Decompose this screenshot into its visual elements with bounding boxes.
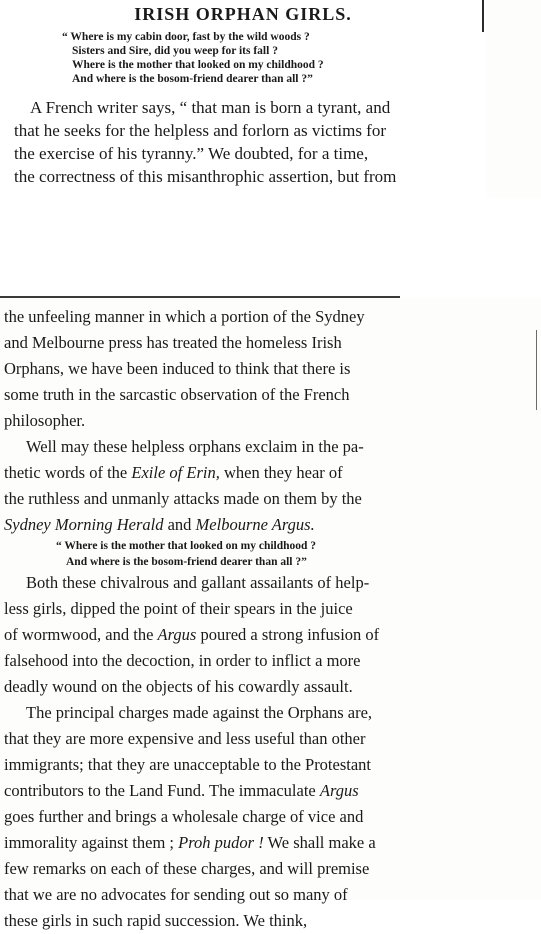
text-line: falsehood into the decoction, in order to inflict a more [4, 651, 361, 670]
text-line: the unfeeling manner in which a portion of the Sydney [4, 307, 365, 326]
text-line: that he seeks for the helpless and forlorn as victims for [14, 121, 387, 140]
text-run: poured a strong infusion of [196, 625, 380, 644]
article-title: IRISH ORPHAN GIRLS. [134, 4, 352, 24]
text-run: of wormwood, and the [4, 625, 158, 644]
clipping-rule [0, 296, 400, 298]
verse-line: Sisters and Sire, did you weep for its fall ? [72, 45, 278, 57]
text-line: that they are more expensive and less useful than other [4, 729, 366, 748]
text-run: and [163, 515, 196, 534]
text-line: these girls in such rapid succession. We think, [4, 911, 308, 930]
quote-line: And where is the bosom-friend dearer than all ?” [66, 556, 307, 568]
text-line [4, 830, 474, 856]
text-line: that we are no advocates for sending out so many of [4, 885, 348, 904]
text-run: immorality against them ; [4, 833, 179, 852]
italic-title: Melbourne Argus. [195, 515, 315, 534]
text-line: Well may these helpless orphans exclaim in the pa- [26, 437, 364, 456]
verse-line: And where is the bosom-friend dearer than all ?” [72, 73, 313, 85]
italic-title: Argus [319, 781, 359, 800]
epigraph-verse [62, 30, 492, 86]
text-line: philosopher. [4, 411, 86, 430]
italic-title: Exile of Erin, [131, 463, 220, 482]
text-line [4, 512, 474, 538]
text-run: thetic words of the [4, 463, 132, 482]
text-line: the correctness of this misanthrophic assertion, but from [14, 167, 397, 186]
text-line: less girls, dipped the point of their spears in the juice [4, 599, 353, 618]
text-line [4, 460, 474, 486]
text-line: Both these chivalrous and gallant assailants of help- [26, 573, 370, 592]
text-line: the exercise of his tyranny.” We doubted, for a time, [14, 144, 369, 163]
text-line [4, 622, 474, 648]
blank-gap [0, 198, 541, 298]
italic-title: Argus [157, 625, 197, 644]
text-line: and Melbourne press has treated the homeless Irish [4, 333, 342, 352]
italic-title: Sydney Morning Herald [4, 515, 164, 534]
text-run: contributors to the Land Fund. The immaculate [4, 781, 320, 800]
verse-line: “ Where is my cabin door, fast by the wild woods ? [62, 31, 310, 43]
text-run: when they hear of [219, 463, 343, 482]
text-line: the ruthless and unmanly attacks made on them by the [4, 489, 362, 508]
italic-phrase: Proh pudor ! [178, 833, 264, 852]
text-line: The principal charges made against the Orphans are, [26, 703, 373, 722]
text-line: immigrants; that they are unacceptable to the Protestant [4, 755, 372, 774]
text-run: We shall make a [263, 833, 376, 852]
text-line: A French writer says, “ that man is born a tyrant, and [30, 98, 391, 117]
text-line: goes further and brings a wholesale charge of vice and [4, 807, 364, 826]
text-line: Orphans, we have been induced to think that there is [4, 359, 351, 378]
text-line: few remarks on each of these charges, and will premise [4, 859, 370, 878]
text-line: some truth in the sarcastic observation of the French [4, 385, 350, 404]
opening-paragraph [14, 96, 486, 188]
text-line [4, 778, 474, 804]
top-clipping [0, 0, 486, 198]
text-line: deadly wound on the objects of his cowardly assault. [4, 677, 353, 696]
quote-line: “ Where is the mother that looked on my childhood ? [56, 540, 317, 552]
margin-rule [536, 330, 537, 410]
article-body [4, 304, 474, 934]
verse-line: Where is the mother that looked on my childhood ? [72, 59, 324, 71]
